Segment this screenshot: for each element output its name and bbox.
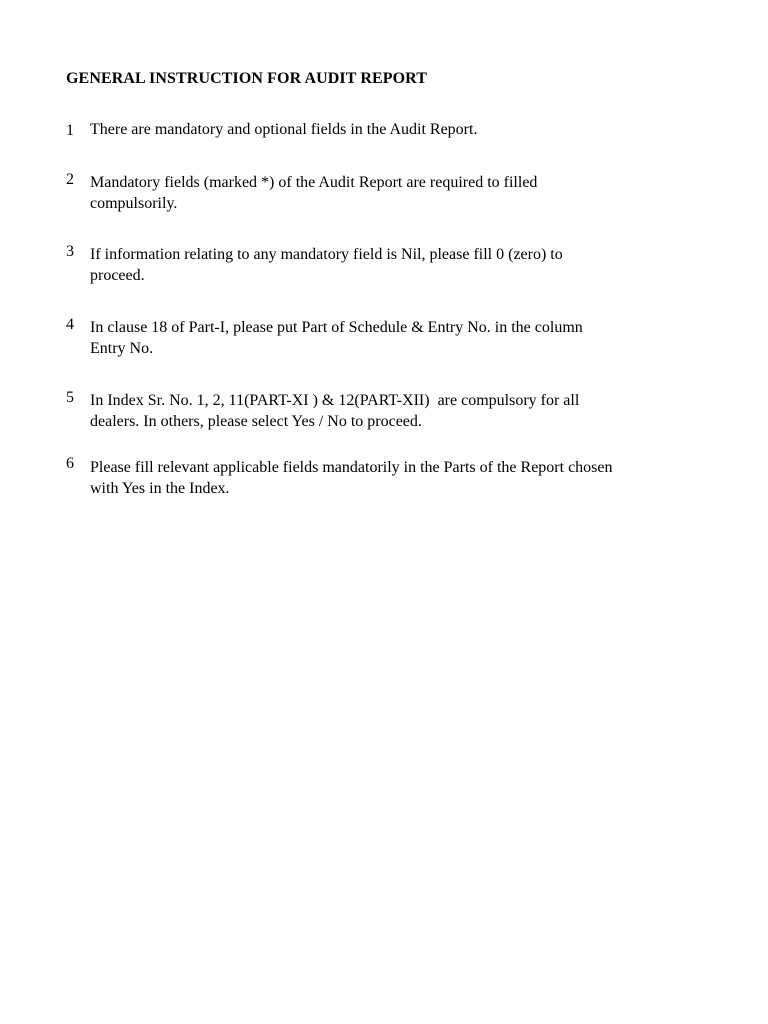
item-line: In clause 18 of Part-I, please put Part of Schedule & Entry No. in the column bbox=[90, 319, 583, 336]
document-title: GENERAL INSTRUCTION FOR AUDIT REPORT bbox=[66, 70, 428, 87]
item-text bbox=[90, 172, 690, 214]
item-line: Please fill relevant applicable fields mandatorily in the Parts of the Report chosen bbox=[90, 459, 613, 476]
item-text bbox=[90, 119, 690, 140]
item-line: dealers. In others, please select Yes / No to proceed. bbox=[90, 413, 422, 430]
item-line: Mandatory fields (marked *) of the Audit Report are required to filled bbox=[90, 174, 538, 191]
item-line: In Index Sr. No. 1, 2, 11(PART-XI ) & 12(PART-XII) are compulsory for all bbox=[90, 392, 580, 409]
item-number: 5 bbox=[66, 389, 74, 406]
item-line: compulsorily. bbox=[90, 195, 178, 212]
item-text bbox=[90, 390, 690, 432]
item-number: 6 bbox=[66, 455, 74, 472]
item-line: with Yes in the Index. bbox=[90, 480, 230, 497]
item-text bbox=[90, 317, 690, 359]
item-text bbox=[90, 457, 690, 499]
item-line: proceed. bbox=[90, 267, 145, 284]
item-number: 4 bbox=[66, 316, 74, 333]
item-line: There are mandatory and optional fields in the Audit Report. bbox=[90, 121, 478, 138]
item-line: Entry No. bbox=[90, 340, 154, 357]
item-number: 3 bbox=[66, 243, 74, 260]
item-number: 1 bbox=[66, 122, 74, 139]
item-text bbox=[90, 244, 690, 286]
item-number: 2 bbox=[66, 171, 74, 188]
item-line: If information relating to any mandatory field is Nil, please fill 0 (zero) to bbox=[90, 246, 563, 263]
